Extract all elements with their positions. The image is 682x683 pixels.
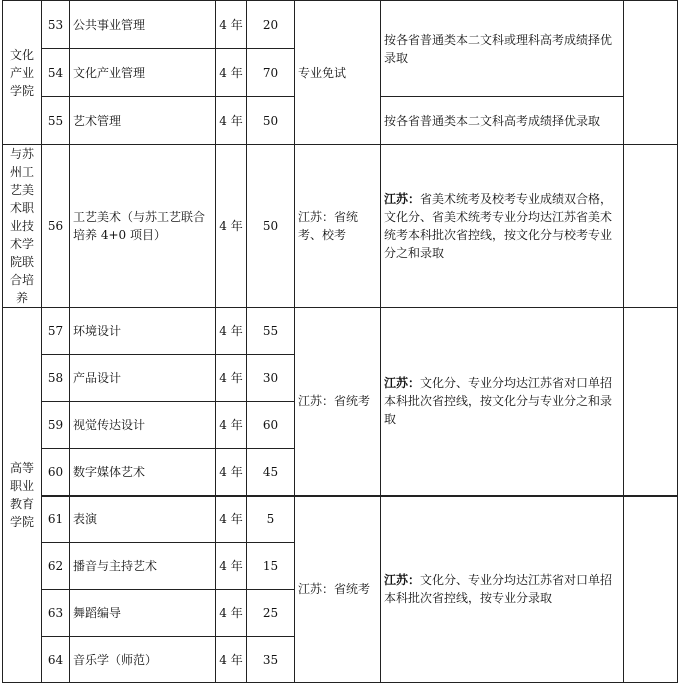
college-cell: 与苏州工艺美术职业技术学院联合培养 <box>3 145 42 308</box>
study-years: 4 年 <box>216 637 247 683</box>
major-number: 59 <box>42 402 70 449</box>
admission-rule: 按各省普通类本二文科或理科高考成绩择优录取 <box>381 1 624 97</box>
table-row <box>3 145 678 308</box>
plan-count: 50 <box>247 97 295 145</box>
plan-count: 50 <box>247 145 295 308</box>
major-name: 公共事业管理 <box>70 1 216 49</box>
table-row <box>3 308 678 355</box>
admission-rule: 按各省普通类本二文科高考成绩择优录取 <box>381 97 624 145</box>
exam-method: 江苏：省统考、校考 <box>295 145 381 308</box>
major-name: 舞蹈编导 <box>70 590 216 637</box>
major-name: 音乐学（师范） <box>70 637 216 683</box>
study-years: 4 年 <box>216 1 247 49</box>
admission-rule <box>381 308 624 496</box>
major-number: 57 <box>42 308 70 355</box>
plan-count: 25 <box>247 590 295 637</box>
rule-text: 文化分、专业分均达江苏省对口单招本科批次省控线，按文化分与专业分之和录取 <box>384 376 613 427</box>
major-number: 54 <box>42 49 70 97</box>
admission-rule <box>381 496 624 683</box>
study-years: 4 年 <box>216 402 247 449</box>
plan-count: 45 <box>247 449 295 496</box>
study-years: 4 年 <box>216 355 247 402</box>
major-name: 视觉传达设计 <box>70 402 216 449</box>
remarks-cell <box>624 496 678 683</box>
study-years: 4 年 <box>216 308 247 355</box>
major-name: 工艺美术（与苏工艺联合培养 4+0 项目） <box>70 145 216 308</box>
major-number: 58 <box>42 355 70 402</box>
major-name: 表演 <box>70 496 216 543</box>
remarks-cell <box>624 145 678 308</box>
major-name: 文化产业管理 <box>70 49 216 97</box>
study-years: 4 年 <box>216 97 247 145</box>
major-name: 产品设计 <box>70 355 216 402</box>
study-years: 4 年 <box>216 543 247 590</box>
province-label: 江苏： <box>384 573 421 588</box>
major-number: 64 <box>42 637 70 683</box>
rule-text: 文化分、专业分均达江苏省对口单招本科批次省控线，按专业分录取 <box>384 573 613 606</box>
plan-count: 15 <box>247 543 295 590</box>
major-number: 60 <box>42 449 70 496</box>
plan-count: 5 <box>247 496 295 543</box>
province-label: 江苏： <box>384 376 421 391</box>
study-years: 4 年 <box>216 496 247 543</box>
table-row <box>3 496 678 543</box>
exam-method: 江苏：省统考 <box>295 496 381 683</box>
plan-count: 20 <box>247 1 295 49</box>
rule-text: 省美术统考及校考专业成绩双合格，文化分、省美术统考专业分均达江苏省美术统考本科批次省控线，按文化分与校考专业分之和录取 <box>384 192 613 260</box>
major-number: 56 <box>42 145 70 308</box>
major-name: 数字媒体艺术 <box>70 449 216 496</box>
plan-count: 55 <box>247 308 295 355</box>
table-row <box>3 1 678 49</box>
plan-count: 70 <box>247 49 295 97</box>
province-label: 江苏： <box>384 192 421 206</box>
major-name: 艺术管理 <box>70 97 216 145</box>
major-number: 63 <box>42 590 70 637</box>
study-years: 4 年 <box>216 49 247 97</box>
exam-method: 江苏：省统考 <box>295 308 381 496</box>
admission-rule <box>381 145 624 308</box>
study-years: 4 年 <box>216 590 247 637</box>
college-cell: 高等职业教育学院 <box>3 308 42 683</box>
college-cell: 文化产业学院 <box>3 1 42 145</box>
remarks-cell <box>624 308 678 496</box>
study-years: 4 年 <box>216 449 247 496</box>
plan-count: 60 <box>247 402 295 449</box>
remarks-cell <box>624 1 678 145</box>
study-years: 4 年 <box>216 145 247 308</box>
major-number: 55 <box>42 97 70 145</box>
exam-method: 专业免试 <box>295 1 381 145</box>
plan-count: 30 <box>247 355 295 402</box>
major-number: 61 <box>42 496 70 543</box>
major-name: 播音与主持艺术 <box>70 543 216 590</box>
major-number: 53 <box>42 1 70 49</box>
major-name: 环境设计 <box>70 308 216 355</box>
plan-count: 35 <box>247 637 295 683</box>
admission-plan-table <box>2 0 678 683</box>
major-number: 62 <box>42 543 70 590</box>
